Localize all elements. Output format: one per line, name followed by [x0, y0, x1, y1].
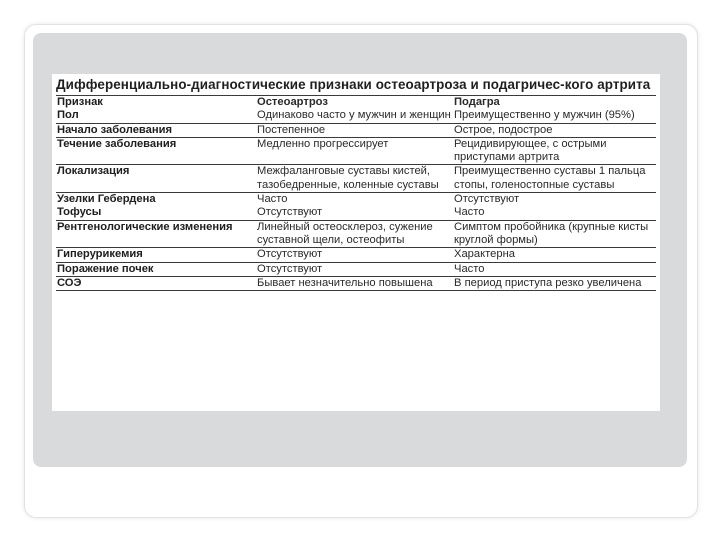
- row-gout-value: Преимущественно суставы 1 пальца стопы, голеностопные суставы: [453, 165, 656, 193]
- row-sign: Тофусы: [57, 206, 102, 219]
- row-sign: Рентгенологические изменения: [56, 220, 256, 248]
- row-osteoarthritis-value: Постепенное: [256, 123, 453, 137]
- row-gout-value: Часто: [454, 206, 485, 219]
- table-row: [56, 276, 656, 290]
- document-title: Дифференциально-диагностические признаки остеоартроза и подагричес-кого артрита: [56, 77, 651, 92]
- table-row: [56, 262, 656, 276]
- column-header-osteoarthritis: Остеоартроз: [256, 96, 453, 110]
- row-osteoarthritis-value: Часто: [256, 193, 453, 207]
- row-osteoarthritis-value: Отсутствуют: [256, 262, 453, 276]
- row-osteoarthritis-value: Медленно прогрессирует: [256, 137, 453, 165]
- row-sign: Локализация: [56, 165, 256, 193]
- table-row: [56, 165, 656, 193]
- row-osteoarthritis-value: Линейный остеосклероз, сужение суставной щели, остеофиты: [256, 220, 453, 248]
- row-gout-value: Отсутствуют: [453, 193, 656, 207]
- row-gout-value: Преимущественно у мужчин (95%): [454, 109, 635, 122]
- row-osteoarthritis-value: Межфаланговые суставы кистей, тазобедренные, коленные суставы: [256, 165, 453, 193]
- table-row: [56, 123, 656, 137]
- column-header-sign: Признак: [56, 96, 256, 110]
- table-row: [56, 220, 656, 248]
- table-document: [52, 74, 660, 411]
- column-header-gout: Подагра: [453, 96, 656, 110]
- row-osteoarthritis-value: Отсутствуют: [257, 206, 323, 219]
- table-row: [56, 137, 656, 165]
- row-sign: Узелки Гебердена: [56, 193, 256, 207]
- row-osteoarthritis-value: Бывает незначительно повышена: [256, 276, 453, 290]
- row-gout-value: Симптом пробойника (крупные кисты круглой формы): [453, 220, 656, 248]
- row-sign: Поражение почек: [56, 262, 256, 276]
- row-sign: Пол: [57, 109, 79, 122]
- table-header-row: [56, 96, 656, 110]
- row-osteoarthritis-value: Одинаково часто у мужчин и женщин: [257, 109, 451, 122]
- row-gout-value: Часто: [453, 262, 656, 276]
- table-row: [56, 248, 656, 262]
- row-gout-value: В период приступа резко увеличена: [453, 276, 656, 290]
- diagnostic-table: [56, 95, 656, 291]
- row-gout-value: Острое, подострое: [453, 123, 656, 137]
- table-row: [56, 193, 656, 207]
- row-gout-value: Характерна: [453, 248, 656, 262]
- row-sign: Начало заболевания: [56, 123, 256, 137]
- row-sign: Гиперурикемия: [56, 248, 256, 262]
- row-sign: СОЭ: [56, 276, 256, 290]
- row-sign: Течение заболевания: [56, 137, 256, 165]
- table-row: [56, 109, 656, 123]
- table-row: [56, 206, 656, 220]
- row-osteoarthritis-value: Отсутствуют: [256, 248, 453, 262]
- row-gout-value: Рецидивирующее, с острыми приступами артрита: [453, 137, 656, 165]
